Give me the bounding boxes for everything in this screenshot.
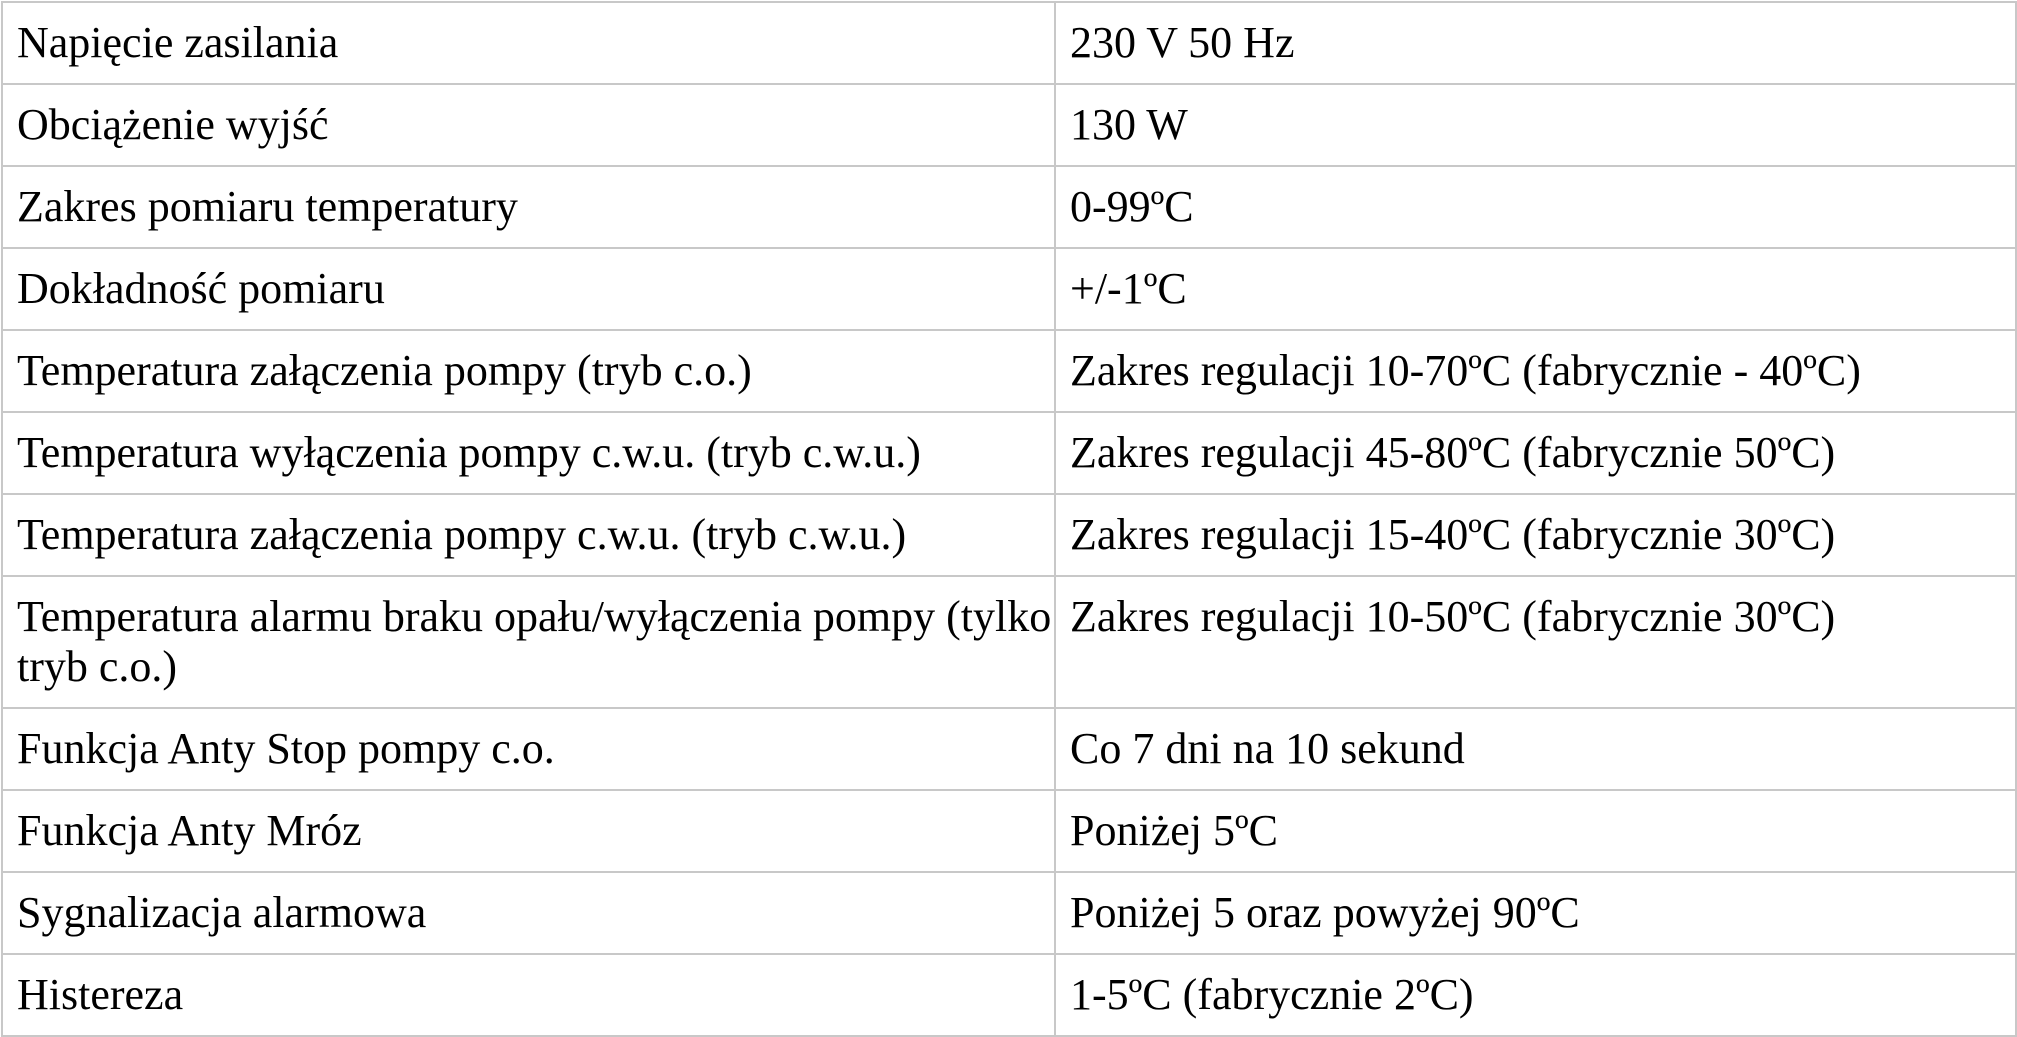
parameter-label: Temperatura alarmu braku opału/wyłączenia pompy (tylko tryb c.o.): [2, 576, 1055, 708]
parameter-value: Zakres regulacji 15-40ºC (fabrycznie 30ºC): [1055, 494, 2016, 576]
parameter-value: Poniżej 5 oraz powyżej 90ºC: [1055, 872, 2016, 954]
table-row: [2, 954, 2016, 1036]
parameter-value: Zakres regulacji 45-80ºC (fabrycznie 50ºC): [1055, 412, 2016, 494]
table-row: [2, 872, 2016, 954]
parameter-label: Temperatura wyłączenia pompy c.w.u. (tryb c.w.u.): [2, 412, 1055, 494]
table-row: [2, 412, 2016, 494]
table-row: [2, 166, 2016, 248]
table-row: [2, 2, 2016, 84]
parameter-value: Poniżej 5ºC: [1055, 790, 2016, 872]
parameter-label: Temperatura załączenia pompy c.w.u. (tryb c.w.u.): [2, 494, 1055, 576]
parameter-value: Zakres regulacji 10-50ºC (fabrycznie 30ºC): [1055, 576, 2016, 708]
parameter-label: Funkcja Anty Mróz: [2, 790, 1055, 872]
parameter-label: Funkcja Anty Stop pompy c.o.: [2, 708, 1055, 790]
parameter-value: +/-1ºC: [1055, 248, 2016, 330]
parameter-label: Dokładność pomiaru: [2, 248, 1055, 330]
parameter-value: 0-99ºC: [1055, 166, 2016, 248]
table-row: [2, 330, 2016, 412]
table-row: [2, 84, 2016, 166]
parameter-value: 130 W: [1055, 84, 2016, 166]
parameter-label: Temperatura załączenia pompy (tryb c.o.): [2, 330, 1055, 412]
parameter-value: Zakres regulacji 10-70ºC (fabrycznie - 40ºC): [1055, 330, 2016, 412]
parameter-label: Napięcie zasilania: [2, 2, 1055, 84]
parameter-value: 1-5ºC (fabrycznie 2ºC): [1055, 954, 2016, 1036]
parameter-label: Sygnalizacja alarmowa: [2, 872, 1055, 954]
parameter-label: Zakres pomiaru temperatury: [2, 166, 1055, 248]
table-row: [2, 576, 2016, 708]
specification-table: [1, 1, 2017, 1037]
parameter-label: Obciążenie wyjść: [2, 84, 1055, 166]
table-row: [2, 248, 2016, 330]
table-row: [2, 494, 2016, 576]
table-row: [2, 790, 2016, 872]
table-row: [2, 708, 2016, 790]
parameter-value: 230 V 50 Hz: [1055, 2, 2016, 84]
parameter-value: Co 7 dni na 10 sekund: [1055, 708, 2016, 790]
parameter-label: Histereza: [2, 954, 1055, 1036]
